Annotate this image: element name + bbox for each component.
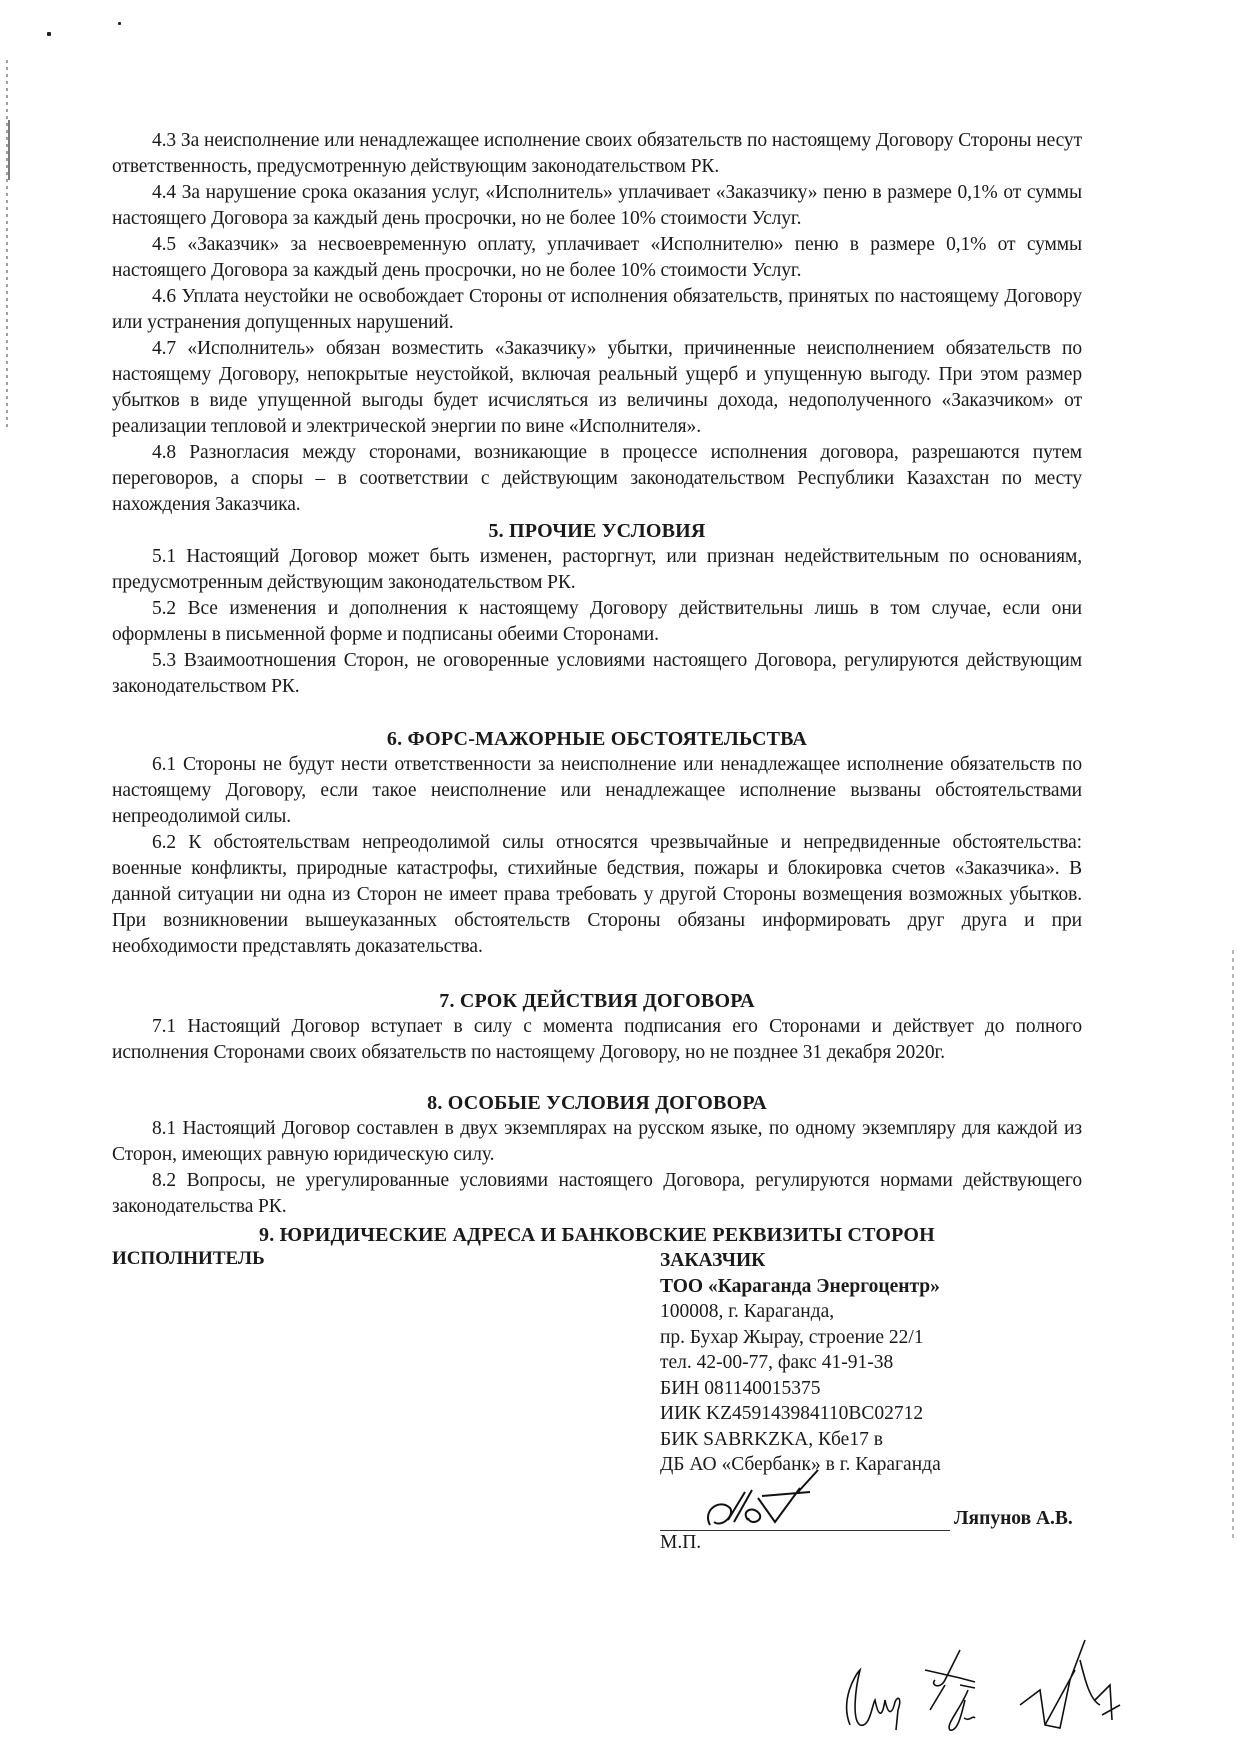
customer-address-line: 100008, г. Караганда, — [660, 1301, 835, 1322]
customer-phone-fax: тел. 42-00-77, факс 41-91-38 — [660, 1352, 894, 1373]
scan-artifact-left-edge — [6, 60, 8, 430]
section-9-heading: 9. ЮРИДИЧЕСКИЕ АДРЕСА И БАНКОВСКИЕ РЕКВИЗИТЫ СТОРОН — [259, 1224, 935, 1246]
executor-label: ИСПОЛНИТЕЛЬ — [112, 1248, 265, 1269]
clause-5-3: 5.3 Взаимоотношения Сторон, не оговоренные условиями настоящего Договора, регулируются действующим законодательством РК. — [112, 650, 1082, 697]
scan-speck — [47, 32, 51, 36]
section-8-special-terms — [112, 1090, 1082, 1220]
clause-5-2: 5.2 Все изменения и дополнения к настоящему Договору действительны лишь в том случае, если они оформлены в письменной форме и подписаны обеими Сторонами. — [112, 598, 1082, 645]
clause-4-3: 4.3 За неисполнение или ненадлежащее исполнение своих обязательств по настоящему Договору Стороны несут ответственность, предусмотренную действующим законодательством РК. — [112, 130, 1082, 177]
signatory-name: Ляпунов А.В. — [954, 1508, 1073, 1529]
section-heading: 6. ФОРС-МАЖОРНЫЕ ОБСТОЯТЕЛЬСТВА — [386, 728, 808, 750]
initial-3 — [1020, 1640, 1120, 1728]
scan-artifact-right-edge — [1232, 950, 1234, 1540]
section-heading: 5. ПРОЧИЕ УСЛОВИЯ — [488, 520, 706, 542]
clause-4-4: 4.4 За нарушение срока оказания услуг, «Исполнитель» уплачивает «Заказчику» пеню в размере 0,1% от суммы настоящего Договора за каждый день просрочки, но не более 10% стоимости Услуг. — [112, 182, 1082, 229]
section-heading: 7. СРОК ДЕЙСТВИЯ ДОГОВОРА — [439, 990, 755, 1012]
contract-body — [112, 128, 1082, 1248]
customer-label: ЗАКАЗЧИК — [660, 1250, 766, 1271]
customer-block — [660, 1248, 941, 1478]
section-6-force-majeure — [112, 726, 1082, 960]
clause-7-1: 7.1 Настоящий Договор вступает в силу с момента подписания его Сторонами и действует до полного исполнения Сторонами своих обязательств по настоящему Договору, но не позднее 31 декабря 2020г. — [112, 1016, 1082, 1063]
customer-iik: ИИК KZ459143984110BC02712 — [660, 1403, 924, 1424]
clause-6-1: 6.1 Стороны не будут нести ответственности за неисполнение или ненадлежащее исполнение обязательств по настоящему Договору, если такое неисполнение или ненадлежащее исполнение вызваны обстоятельствами непреодолимой силы. — [112, 754, 1082, 827]
clause-6-2: 6.2 К обстоятельствам непреодолимой силы относятся чрезвычайные и непредвиденные обстоятельства: военные конфликты, природные катастрофы, стихийные бедствия, пожары и блокировка счетов «Заказчика». В данной ситуации ни одна из Сторон не имеет права требовать у другой Стороны возмещения возможных убытков. При возникновении вышеуказанных обстоятельств Стороны обязаны информировать друг друга и при необходимости представлять доказательства. — [112, 832, 1082, 957]
clause-4-6: 4.6 Уплата неустойки не освобождает Стороны от исполнения обязательств, принятых по настоящему Договору или устранения допущенных нарушений. — [112, 286, 1082, 333]
section-4-liability — [112, 128, 1082, 518]
executor-block — [112, 1248, 265, 1270]
handwritten-signature — [700, 1480, 840, 1540]
customer-bank: ДБ АО «Сбербанк» в г. Караганда — [660, 1454, 941, 1475]
parties-requisites — [112, 1248, 1082, 1475]
section-heading: 8. ОСОБЫЕ УСЛОВИЯ ДОГОВОРА — [427, 1092, 767, 1114]
customer-address-line: пр. Бухар Жырау, строение 22/1 — [660, 1326, 924, 1348]
clause-5-1: 5.1 Настоящий Договор может быть изменен, расторгнут, или признан недействительным по основаниям, предусмотренным действующим законодательством РК. — [112, 546, 1082, 593]
initials-signatures — [840, 1630, 1140, 1750]
clause-4-8: 4.8 Разногласия между сторонами, возникающие в процессе исполнения договора, разрешаются путем переговоров, а споры – в соответствии с действующим законодательством Республики Казахстан по месту нахождения Заказчика. — [112, 442, 1082, 515]
scan-artifact-left-mark — [8, 120, 10, 180]
section-7-term — [112, 988, 1082, 1066]
initial-1 — [847, 1670, 900, 1730]
customer-bik: БИК SABRKZKA, Кбе17 в — [660, 1428, 883, 1450]
customer-bin: БИН 081140015375 — [660, 1377, 821, 1399]
clause-4-5: 4.5 «Заказчик» за несвоевременную оплату, уплачивает «Исполнителю» пеню в размере 0,1% от суммы настоящего Договора за каждый день просрочки, но не более 10% стоимости Услуг. — [112, 234, 1082, 281]
clause-8-1: 8.1 Настоящий Договор составлен в двух экземплярах на русском языке, по одному экземпляру для каждой из Сторон, имеющих равную юридическую силу. — [112, 1118, 1082, 1165]
section-5-other-terms — [112, 518, 1082, 700]
clause-4-7: 4.7 «Исполнитель» обязан возместить «Заказчику» убытки, причиненные неисполнением обязательств по настоящему Договору, непокрытые неустойкой, включая реальный ущерб и упущенную выгоду. При этом размер убытков в виде упущенной выгоды будет исчисляться из величины дохода, недополученного «Заказчиком» от реализации тепловой и электрической энергии по вине «Исполнителя». — [112, 338, 1082, 437]
clause-8-2: 8.2 Вопросы, не урегулированные условиями настоящего Договора, регулируются нормами действующего законодательства РК. — [112, 1170, 1082, 1217]
stamp-placeholder-label: М.П. — [660, 1532, 702, 1553]
initial-2 — [925, 1650, 975, 1730]
customer-company: ТОО «Караганда Энергоцентр» — [660, 1275, 940, 1297]
scan-speck — [118, 22, 121, 25]
